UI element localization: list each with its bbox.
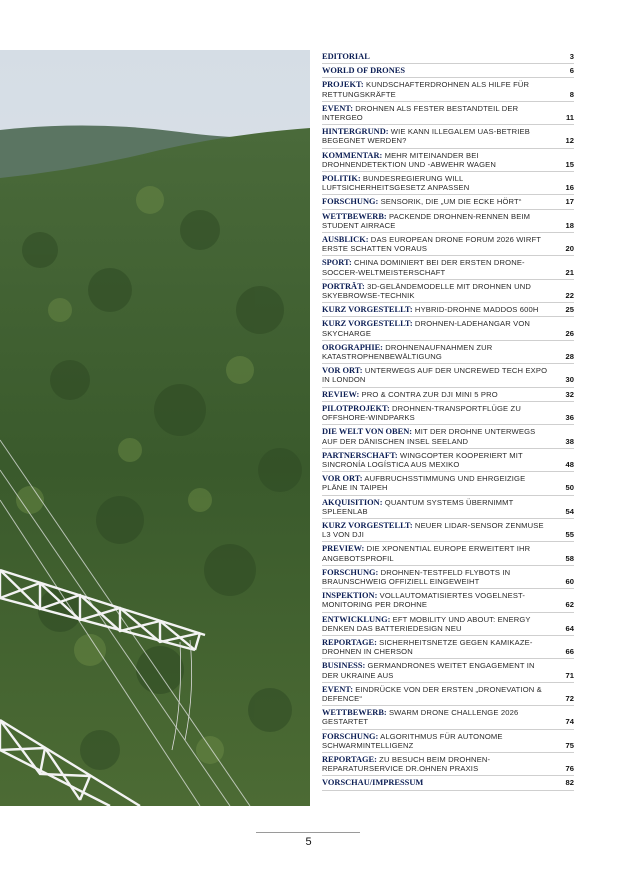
toc-title: UNTERWEGS AUF DER UNCREWED TECH EXPO IN LONDON	[322, 366, 548, 385]
toc-category: FORSCHUNG:	[322, 567, 379, 577]
toc-entry-text	[322, 390, 548, 399]
footer-rule	[256, 832, 360, 833]
toc-page-number: 58	[565, 553, 574, 563]
toc-category: FORSCHUNG:	[322, 731, 379, 741]
toc-entry-text	[322, 755, 548, 773]
table-of-contents	[322, 50, 574, 791]
toc-entry-text	[322, 319, 548, 337]
toc-title: DROHNEN-LADEHANGAR VON SKYCHARGE	[322, 319, 531, 338]
toc-entry[interactable]	[322, 613, 574, 636]
toc-entry[interactable]	[322, 172, 574, 195]
toc-entry[interactable]	[322, 542, 574, 565]
toc-entry[interactable]	[322, 425, 574, 448]
toc-entry[interactable]	[322, 50, 574, 64]
toc-entry-text	[322, 685, 548, 703]
toc-category: WETTBEWERB:	[322, 211, 387, 221]
toc-entry[interactable]	[322, 683, 574, 706]
toc-page-number: 30	[565, 375, 574, 385]
toc-entry[interactable]	[322, 78, 574, 101]
toc-page-number: 32	[565, 389, 574, 399]
toc-entry[interactable]	[322, 303, 574, 317]
toc-entry[interactable]	[322, 753, 574, 776]
toc-category: KURZ VORGESTELLT:	[322, 520, 413, 530]
toc-entry-text	[322, 544, 548, 562]
toc-entry-text	[322, 732, 548, 750]
toc-entry-text	[322, 366, 548, 384]
toc-entry-text	[322, 474, 548, 492]
toc-category: VOR ORT:	[322, 474, 363, 484]
toc-page-number: 16	[565, 183, 574, 193]
toc-category: EDITORIAL	[322, 52, 370, 61]
toc-category: INSPEKTION:	[322, 591, 378, 601]
toc-title: GERMANDRONES WEITET ENGAGEMENT IN DER UKRAINE AUS	[322, 661, 535, 680]
toc-category: REVIEW:	[322, 389, 360, 399]
toc-entry[interactable]	[322, 210, 574, 233]
toc-category: WORLD OF DRONES	[322, 66, 405, 76]
toc-category: SPORT:	[322, 258, 352, 268]
toc-title: HYBRID-DROHNE MADDOS 600H	[412, 305, 539, 315]
toc-entry[interactable]	[322, 472, 574, 495]
toc-page-number: 12	[565, 136, 574, 146]
toc-title: WINGCOPTER KOOPERIERT MIT SINCRONÍA LOGÍSTICA AUS MEXIKO	[322, 450, 523, 469]
toc-entry[interactable]	[322, 317, 574, 340]
toc-entry-text	[322, 66, 548, 75]
toc-entry[interactable]	[322, 566, 574, 589]
toc-title: DROHNEN ALS FESTER BESTANDTEIL DER INTERGEO	[322, 103, 519, 123]
toc-entry[interactable]	[322, 659, 574, 682]
toc-title: ZU BESUCH BEIM DROHNEN-REPARATURSERVICE DR.OHNEN PRAXIS	[322, 754, 491, 774]
toc-entry-text	[322, 427, 548, 445]
toc-category: PREVIEW:	[322, 544, 365, 554]
toc-page-number: 82	[565, 778, 574, 788]
toc-entry-text	[322, 591, 548, 609]
toc-page-number: 74	[565, 717, 574, 727]
toc-entry-text	[322, 708, 548, 726]
toc-page-number: 17	[565, 197, 574, 207]
toc-page-number: 3	[569, 52, 574, 61]
toc-page-number: 15	[565, 159, 574, 169]
toc-entry[interactable]	[322, 449, 574, 472]
toc-page-number: 55	[565, 530, 574, 540]
toc-entry-text	[322, 343, 548, 361]
toc-entry[interactable]	[322, 341, 574, 364]
toc-page-number: 71	[565, 670, 574, 680]
toc-category: KURZ VORGESTELLT:	[322, 319, 413, 329]
toc-title: QUANTUM SYSTEMS ÜBERNIMMT SPLEENLAB	[322, 497, 514, 516]
toc-category: EVENT:	[322, 103, 354, 113]
toc-page-number: 38	[565, 436, 574, 446]
toc-title: DROHNEN-TESTFELD FLYBOTS IN BRAUNSCHWEIG OFFIZIELL EINGEWEIHT	[322, 567, 511, 586]
toc-category: FORSCHUNG:	[322, 197, 379, 207]
toc-entry[interactable]	[322, 730, 574, 753]
toc-title: ALGORITHMUS FÜR AUTONOME SCHWARMINTELLIGENZ	[322, 731, 503, 750]
toc-entry[interactable]	[322, 64, 574, 78]
toc-page-number: 50	[565, 483, 574, 493]
toc-entry-text	[322, 568, 548, 586]
toc-page-number: 72	[565, 693, 574, 703]
toc-category: EVENT:	[322, 684, 354, 694]
toc-entry-text	[322, 615, 548, 633]
toc-category: VOR ORT:	[322, 366, 363, 376]
toc-title: 3D-GELÄNDEMODELLE MIT DROHNEN UND SKYEBROWSE-TECHNIK	[322, 281, 531, 301]
toc-page-number: 22	[565, 291, 574, 301]
toc-entry-text	[322, 638, 548, 656]
toc-entry[interactable]	[322, 776, 574, 790]
toc-title: VOLLAUTOMATISIERTES VOGELNEST-MONITORING PER DROHNE	[322, 591, 526, 610]
toc-title: AUFBRUCHSSTIMMUNG UND EHRGEIZIGE PLÄNE IN TAIPEH	[322, 474, 526, 493]
toc-entry-text	[322, 197, 548, 206]
toc-entry-text	[322, 778, 548, 787]
toc-page-number: 36	[565, 413, 574, 423]
toc-title: MIT DER DROHNE UNTERWEGS AUF DER DÄNISCHEN INSEL SEELAND	[322, 427, 536, 446]
toc-category: PROJEKT:	[322, 80, 364, 90]
toc-category: BUSINESS:	[322, 661, 366, 671]
toc-page-number: 62	[565, 600, 574, 610]
toc-category: HINTERGRUND:	[322, 127, 389, 137]
toc-entry[interactable]	[322, 364, 574, 387]
toc-page-number: 64	[565, 623, 574, 633]
toc-entry[interactable]	[322, 519, 574, 542]
toc-category: PARTNERSCHAFT:	[322, 450, 398, 460]
toc-title: PRO & CONTRA ZUR DJI MINI 5 PRO	[359, 389, 498, 399]
toc-entry-text	[322, 104, 548, 122]
toc-title: DIE XPONENTIAL EUROPE ERWEITERT IHR ANGEBOTSPROFIL	[322, 544, 531, 563]
toc-title: NEUER LIDAR-SENSOR ZENMUSE L3 VON DJI	[322, 520, 544, 540]
toc-entry-text	[322, 127, 548, 145]
toc-title: EINDRÜCKE VON DER ERSTEN „DRONEVATION & DEFENCE“	[322, 684, 542, 703]
toc-category: REPORTAGE:	[322, 637, 377, 647]
toc-page-number: 25	[565, 305, 574, 315]
toc-page-number: 66	[565, 647, 574, 657]
toc-title: SENSORIK, DIE „UM DIE ECKE HÖRT“	[378, 197, 522, 207]
toc-category: ENTWICKLUNG:	[322, 614, 391, 624]
toc-title: CHINA DOMINIERT BEI DER ERSTEN DRONE-SOCCER-WELTMEISTERSCHAFT	[322, 258, 525, 277]
toc-entry[interactable]	[322, 706, 574, 729]
toc-entry-text	[322, 451, 548, 469]
toc-entry[interactable]	[322, 102, 574, 125]
toc-category: POLITIK:	[322, 174, 361, 184]
toc-entry-text	[322, 52, 548, 61]
toc-category: PORTRÄT:	[322, 281, 365, 291]
toc-category: WETTBEWERB:	[322, 708, 387, 718]
toc-category: KOMMENTAR:	[322, 150, 383, 160]
toc-entry[interactable]	[322, 125, 574, 148]
toc-page-number: 18	[565, 220, 574, 230]
toc-entry[interactable]	[322, 496, 574, 519]
toc-entry-text	[322, 404, 548, 422]
toc-title: WIE KANN ILLEGALEM UAS-BETRIEB BEGEGNET WERDEN?	[322, 127, 530, 146]
forest-pylon-illustration	[0, 50, 310, 806]
toc-entry[interactable]	[322, 589, 574, 612]
toc-category: DIE WELT VON OBEN:	[322, 427, 413, 437]
toc-entry-text	[322, 661, 548, 679]
toc-entry-text	[322, 174, 548, 192]
toc-category: PILOTPROJEKT:	[322, 403, 390, 413]
toc-title: EFT MOBILITY UND ABOUT: ENERGY DENKEN DAS BATTERIEDESIGN NEU	[322, 614, 531, 633]
toc-page-number: 11	[565, 113, 574, 123]
toc-page-number: 6	[569, 66, 574, 76]
toc-entry-text	[322, 498, 548, 516]
toc-title: DROHNENAUFNAHMEN ZUR KATASTROPHENBEWÄLTIGUNG	[322, 342, 493, 362]
toc-entry-text	[322, 212, 548, 230]
toc-category: VORSCHAU/IMPRESSUM	[322, 778, 424, 788]
toc-entry[interactable]	[322, 402, 574, 425]
toc-entry[interactable]	[322, 195, 574, 209]
toc-title: SICHERHEITSNETZE GEGEN KAMIKAZE-DROHNEN IN CHERSON	[322, 637, 533, 657]
toc-entry-text	[322, 282, 548, 300]
toc-title: BUNDESREGIERUNG WILL LUFTSICHERHEITSGESETZ ANPASSEN	[322, 174, 470, 193]
toc-category: AKQUISITION:	[322, 497, 383, 507]
toc-category: KURZ VORGESTELLT:	[322, 305, 413, 315]
toc-entry[interactable]	[322, 256, 574, 279]
toc-title: KUNDSCHAFTERDROHNEN ALS HILFE FÜR RETTUNGSKRÄFTE	[322, 80, 530, 99]
toc-entry-text	[322, 258, 548, 276]
toc-page-number: 60	[565, 576, 574, 586]
toc-title: SWARM DRONE CHALLENGE 2026 GESTARTET	[322, 708, 519, 727]
page-number: 5	[305, 836, 312, 848]
toc-entry[interactable]	[322, 149, 574, 172]
toc-page-number: 75	[565, 740, 574, 750]
toc-entry[interactable]	[322, 233, 574, 256]
toc-entry-text	[322, 235, 548, 253]
toc-entry-text	[322, 80, 548, 98]
toc-page-number: 21	[565, 267, 574, 277]
toc-page-number: 20	[565, 244, 574, 254]
toc-entry-text	[322, 305, 548, 314]
toc-title: DAS EUROPEAN DRONE FORUM 2026 WIRFT ERSTE SCHATTEN VORAUS	[322, 235, 541, 254]
toc-page-number: 26	[565, 328, 574, 338]
toc-title: DROHNEN-TRANSPORTFLÜGE ZU OFFSHORE-WINDPARKS	[322, 403, 521, 423]
toc-page-number: 54	[565, 506, 574, 516]
toc-category: AUSBLICK:	[322, 235, 369, 245]
toc-entry[interactable]	[322, 636, 574, 659]
toc-category: OROGRAPHIE:	[322, 342, 383, 352]
cover-photo	[0, 50, 310, 806]
toc-page-number: 48	[565, 459, 574, 469]
toc-page-number: 28	[565, 352, 574, 362]
toc-title: MEHR MITEINANDER BEI DROHNENDETEKTION UND -ABWEHR WAGEN	[322, 150, 496, 169]
toc-entry-text	[322, 151, 548, 169]
toc-entry[interactable]	[322, 388, 574, 402]
toc-entry-text	[322, 521, 548, 539]
toc-page-number: 8	[569, 89, 574, 99]
toc-entry[interactable]	[322, 280, 574, 303]
toc-category: REPORTAGE:	[322, 754, 377, 764]
toc-page-number: 76	[565, 764, 574, 774]
toc-title: PACKENDE DROHNEN-RENNEN BEIM STUDENT AIRRACE	[322, 211, 531, 230]
